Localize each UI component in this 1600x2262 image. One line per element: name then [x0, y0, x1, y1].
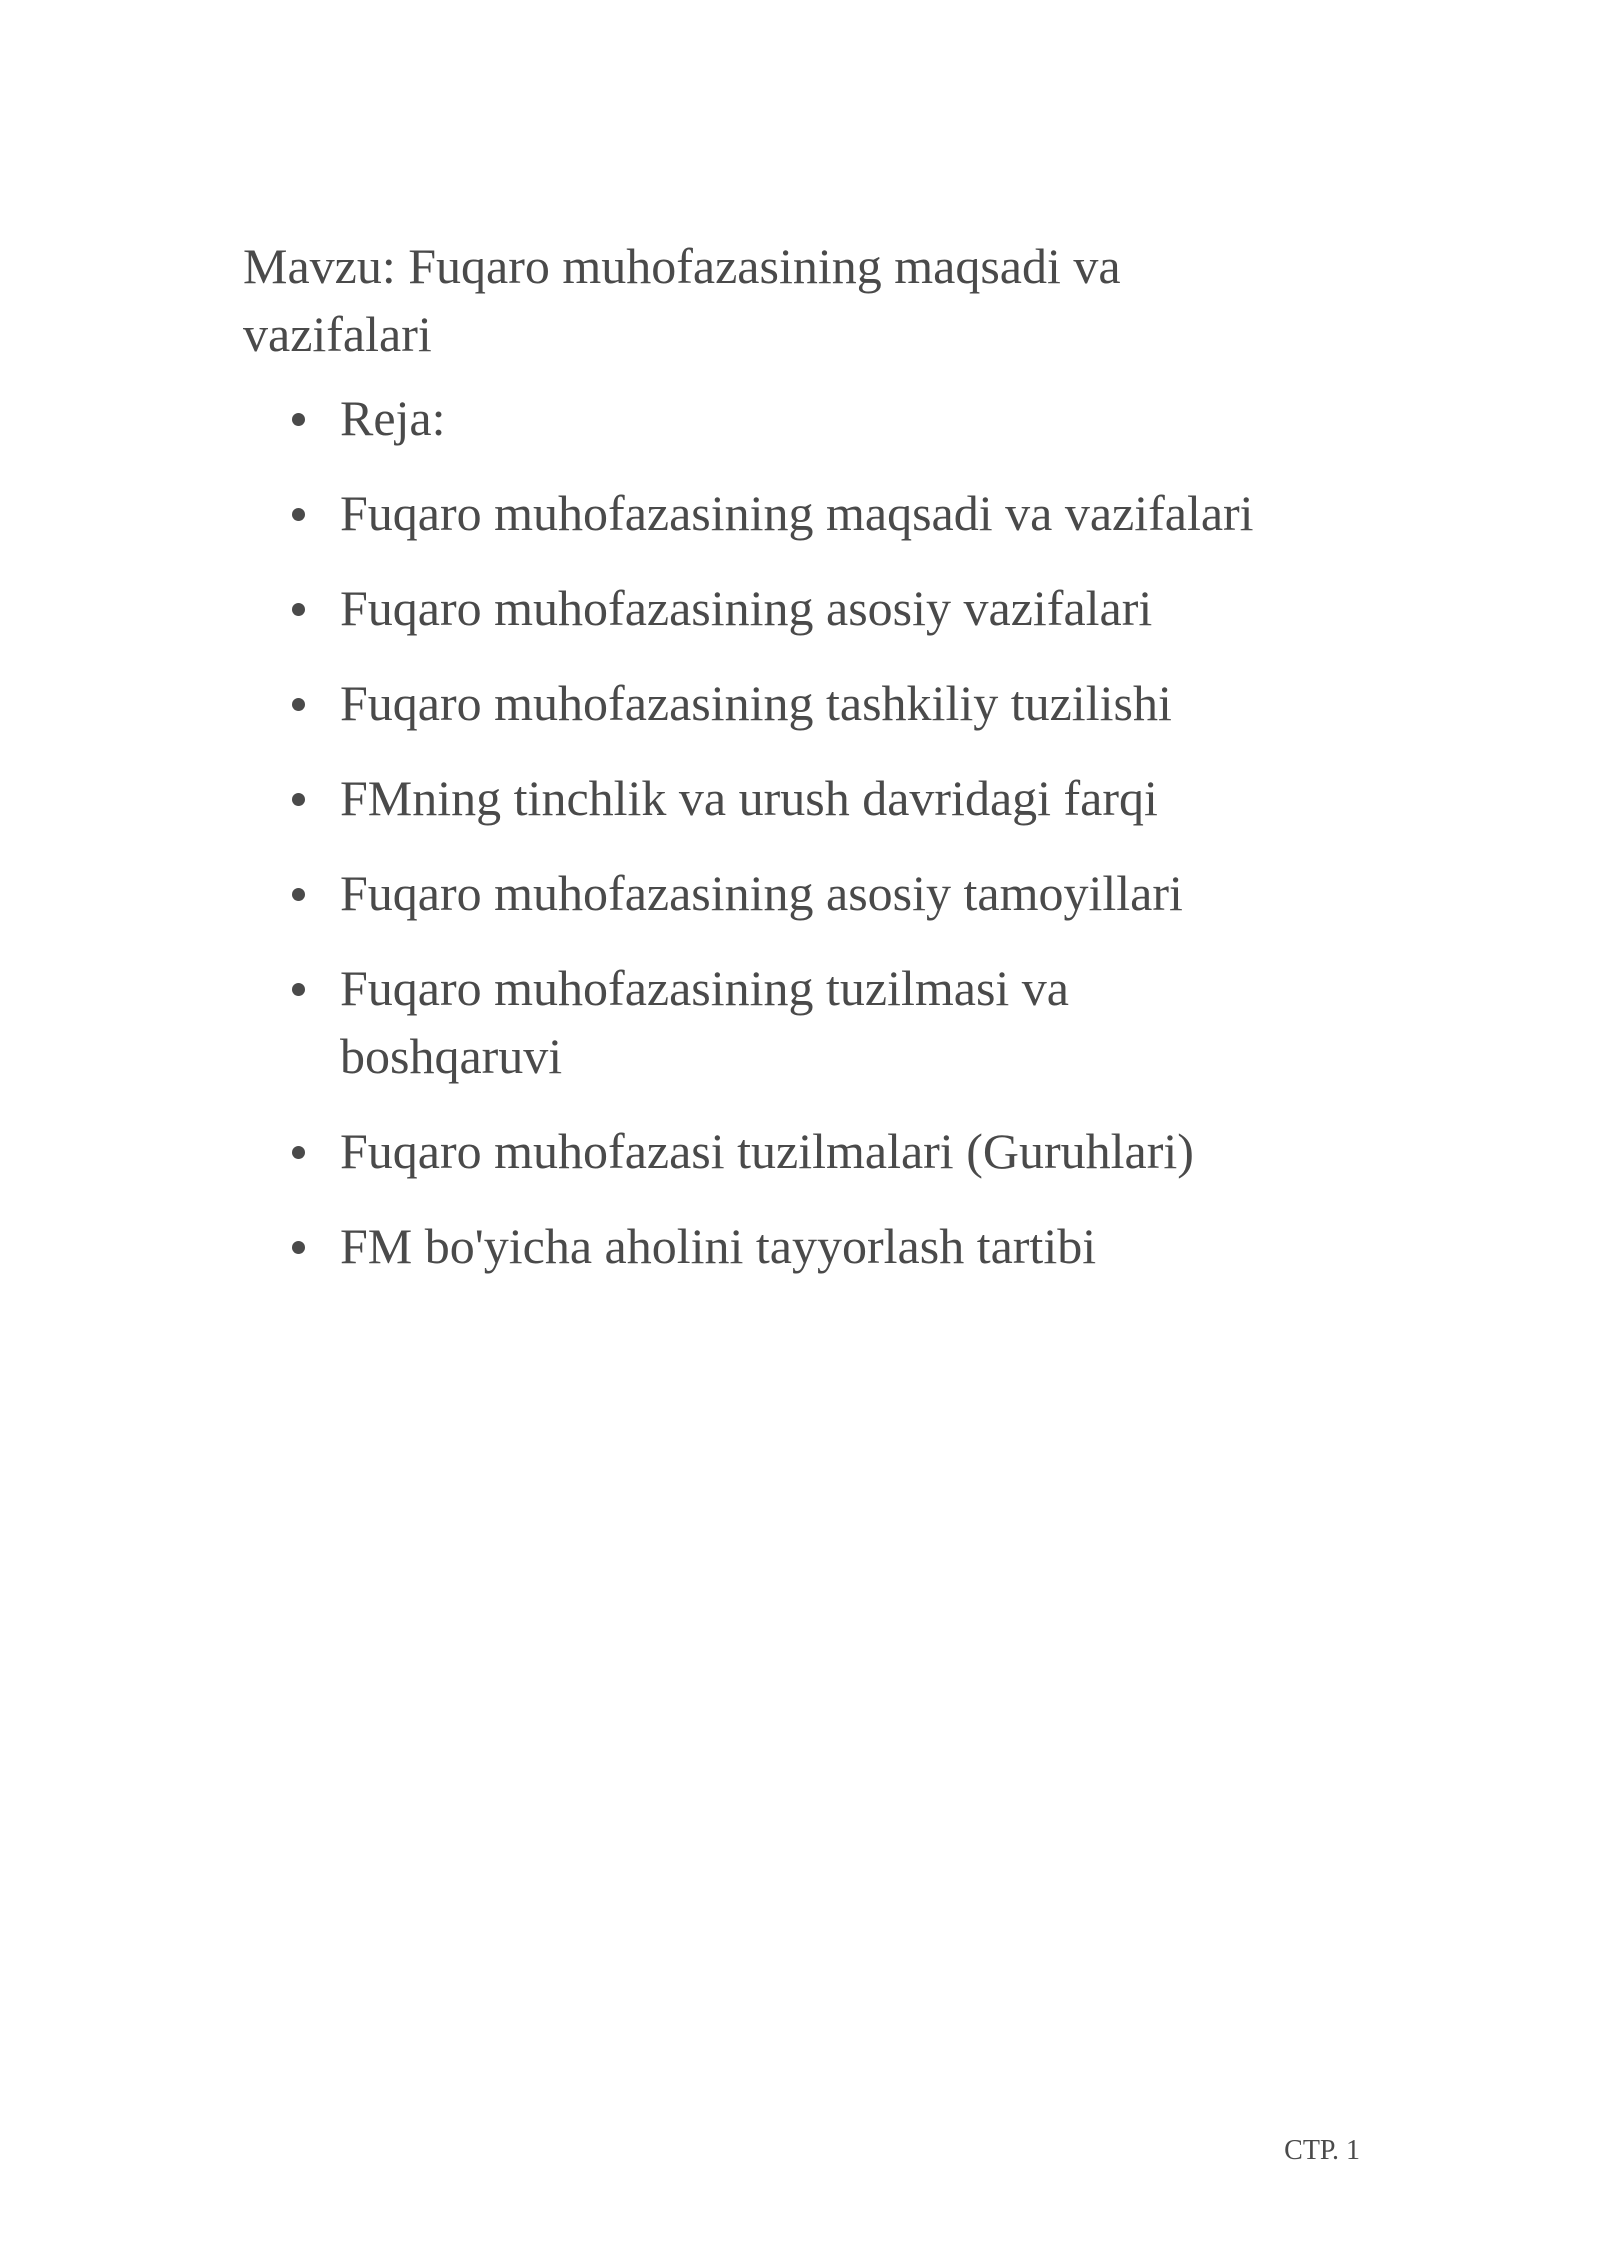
outline-list: [288, 384, 1388, 1307]
list-item-text: Reja:: [340, 390, 446, 446]
bullet-icon: [292, 698, 305, 711]
list-item-text: Fuqaro muhofazasining asosiy tamoyillari: [340, 865, 1183, 921]
list-item-text: Fuqaro muhofazasining asosiy vazifalari: [340, 580, 1153, 636]
list-item: [288, 384, 1388, 452]
bullet-icon: [292, 508, 305, 521]
bullet-icon: [292, 603, 305, 616]
list-item-text: Fuqaro muhofazasining maqsadi va vazifalari: [340, 485, 1254, 541]
list-item: [288, 1212, 1388, 1280]
list-item-text: Fuqaro muhofazasining tuzilmasi va boshqaruvi: [340, 960, 1070, 1084]
page-title: Mavzu: Fuqaro muhofazasining maqsadi va vazifalari: [243, 238, 1121, 362]
list-item-text: FMning tinchlik va urush davridagi farqi: [340, 770, 1158, 826]
page-number: СТР. 1: [1284, 2135, 1360, 2166]
list-item-text: Fuqaro muhofazasi tuzilmalari (Guruhlari): [340, 1123, 1194, 1179]
bullet-icon: [292, 1146, 305, 1159]
list-item: [288, 574, 1388, 642]
bullet-icon: [292, 793, 305, 806]
bullet-icon: [292, 983, 305, 996]
list-item: [288, 669, 1388, 737]
bullet-icon: [292, 888, 305, 901]
list-item: [288, 859, 1388, 927]
list-item: [288, 1117, 1388, 1185]
list-item: [288, 764, 1388, 832]
bullet-icon: [292, 413, 305, 426]
list-item-text: Fuqaro muhofazasining tashkiliy tuzilishi: [340, 675, 1172, 731]
list-item: [288, 954, 1388, 1090]
list-item-text: FM bo'yicha aholini tayyorlash tartibi: [340, 1218, 1097, 1274]
bullet-icon: [292, 1241, 305, 1254]
list-item: [288, 479, 1388, 547]
